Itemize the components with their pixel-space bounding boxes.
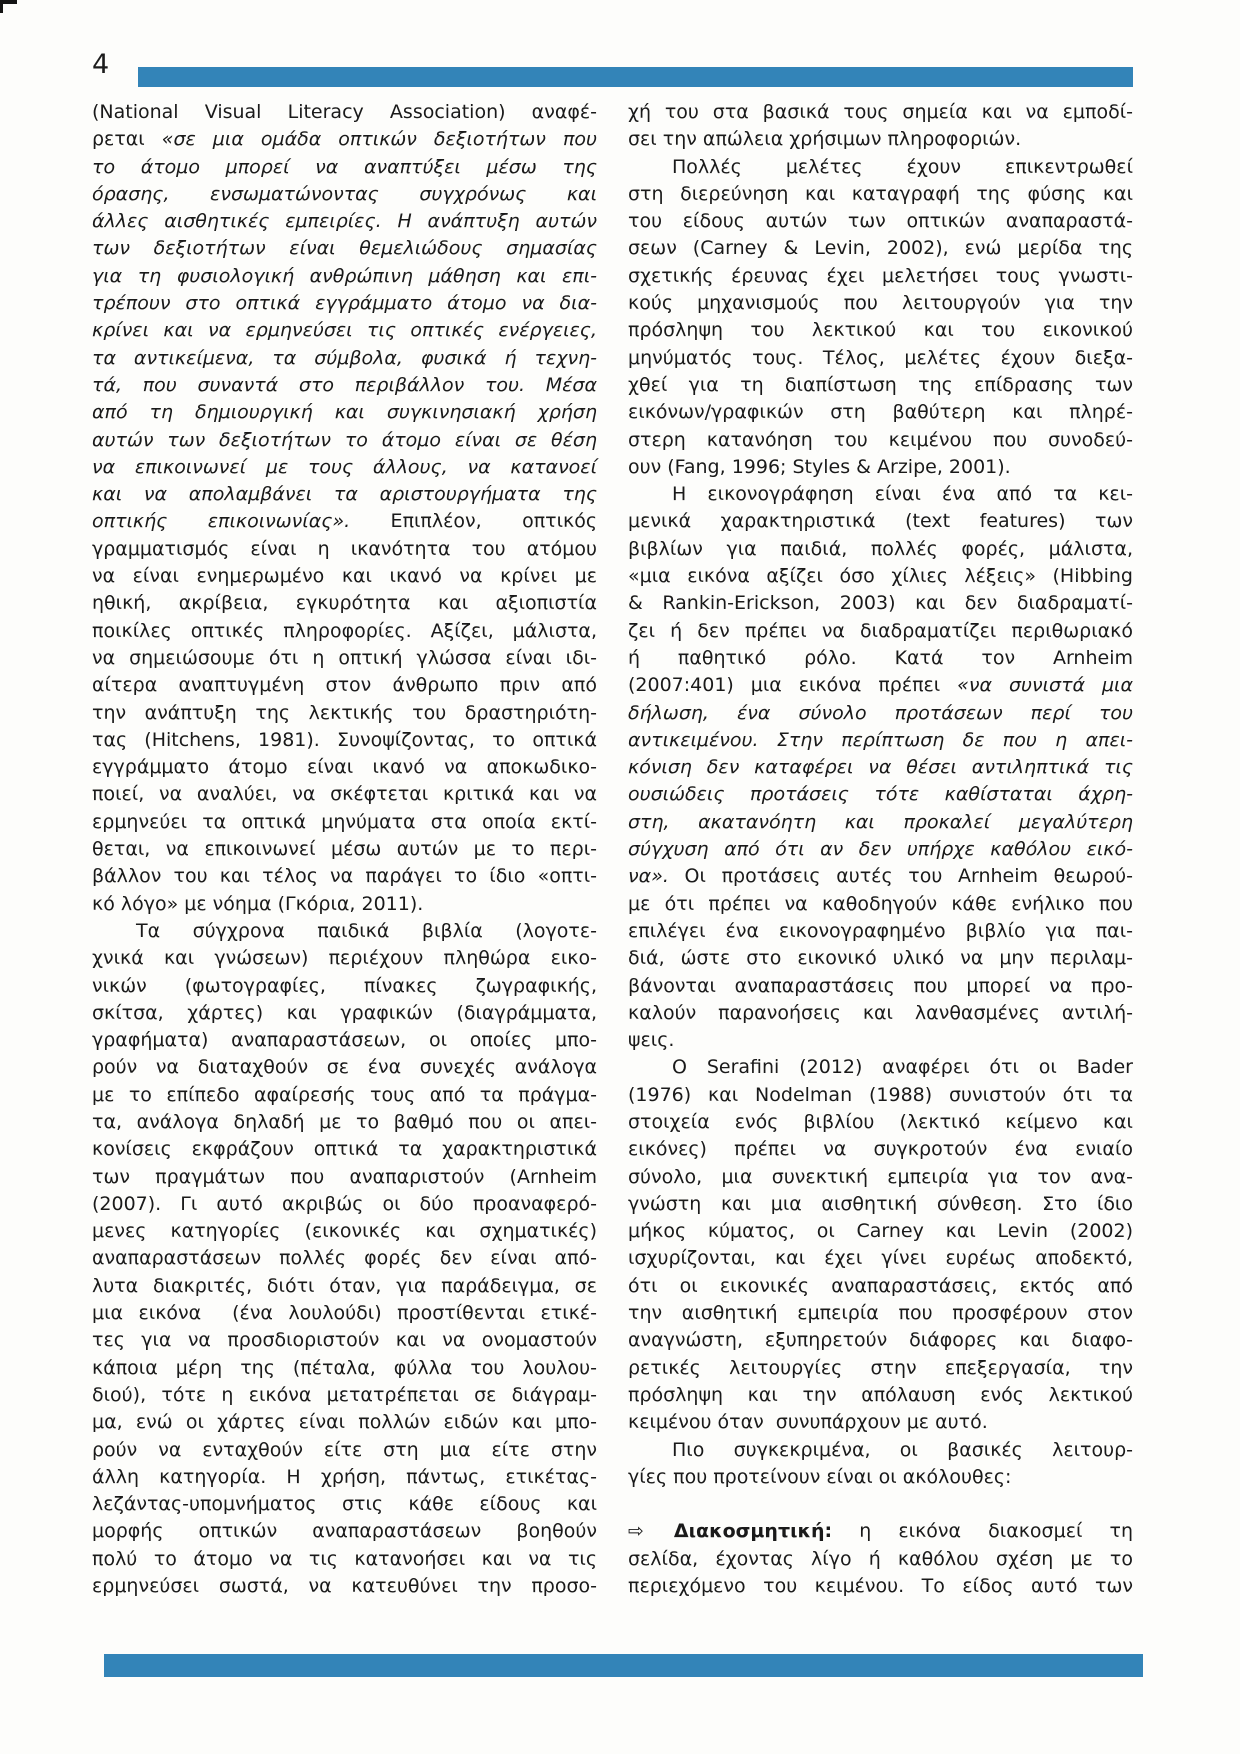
- page-number: 4: [92, 49, 110, 80]
- text-line: [92, 181, 597, 208]
- text-segment: στοιχεία ενός βιβλίου (λεκτικό κείμενο και: [628, 1110, 1133, 1133]
- text-segment: των πραγμάτων που αναπαριστούν (Arnheim: [92, 1165, 597, 1188]
- text-line: [92, 317, 597, 344]
- text-line: [628, 536, 1133, 563]
- text-line: [628, 1191, 1133, 1218]
- text-segment: θεται, να επικοινωνεί μέσω αυτών με το περι-: [92, 838, 597, 861]
- text-segment: για τη φυσιολογική ανθρώπινη μάθηση και επι-: [92, 264, 597, 287]
- text-line: [628, 618, 1133, 645]
- text-line: [92, 891, 597, 918]
- text-segment: χνικά και γνώσεων) περιέχουν πληθώρα εικο-: [92, 947, 597, 970]
- text-line: [628, 836, 1133, 863]
- text-segment: Επιπλέον, οπτικός: [350, 510, 597, 533]
- text-line: [628, 508, 1133, 535]
- text-segment: (2007). Γι αυτό ακριβώς οι δύο προαναφερό-: [92, 1192, 597, 1215]
- text-line: [628, 1082, 1133, 1109]
- text-line: [628, 1437, 1133, 1464]
- text-segment: χθεί για τη διαπίστωση της επίδρασης των: [628, 373, 1133, 396]
- text-segment: να».: [628, 865, 669, 888]
- text-segment: τας (Hitchens, 1981). Συνοψίζοντας, το οπτικά: [92, 728, 597, 751]
- text-segment: διού), τότε η εικόνα μετατρέπεται σε διάγραμ-: [92, 1383, 597, 1406]
- text-segment: ερμηνεύσει σωστά, να κατευθύνει την προσο-: [92, 1575, 597, 1598]
- text-line: [628, 99, 1133, 126]
- text-segment: να σημειώσουμε ότι η οπτική γλώσσα είναι ιδι-: [92, 646, 597, 669]
- text-segment: το άτομο μπορεί να αναπτύξει μέσω της: [92, 155, 597, 178]
- text-line: [628, 1518, 1133, 1545]
- text-segment: «σε μια ομάδα οπτικών δεξιοτήτων που: [161, 128, 597, 151]
- text-segment: αυτών των δεξιοτήτων το άτομο είναι σε θέση: [92, 428, 597, 451]
- text-segment: βάνονται αναπαραστάσεις που μπορεί να προ-: [628, 974, 1133, 997]
- text-line: [92, 945, 597, 972]
- text-line: [92, 1464, 597, 1491]
- text-line: [628, 1409, 1133, 1436]
- text-line: [628, 1382, 1133, 1409]
- text-line: [628, 700, 1133, 727]
- text-segment: «μια εικόνα αξίζει όσο χίλιες λέξεις» (Hibbing: [628, 565, 1133, 588]
- text-segment: με το επίπεδο αφαίρεσής τους από τα πράγμα-: [92, 1083, 597, 1106]
- text-line: [628, 590, 1133, 617]
- text-line: [92, 126, 597, 153]
- text-segment: ηθική, ακρίβεια, εγκυρότητα και αξιοπιστία: [92, 592, 597, 615]
- text-segment: μήκος κύματος, οι Carney και Levin (2002): [628, 1220, 1133, 1243]
- text-line: [628, 181, 1133, 208]
- text-line: [92, 863, 597, 890]
- text-segment: στη διερεύνηση και καταγραφή της φύσης και: [628, 182, 1133, 205]
- text-line: [92, 290, 597, 317]
- text-segment: ψεις.: [628, 1029, 675, 1052]
- text-line: [628, 754, 1133, 781]
- footer-rule: [104, 1654, 1143, 1677]
- text-line: [628, 1245, 1133, 1272]
- text-segment: όρασης, ενσωματώνοντας συγχρόνως και: [92, 182, 597, 205]
- text-line: [628, 1464, 1133, 1491]
- text-segment: ρεται: [92, 128, 162, 151]
- text-line: [628, 672, 1133, 699]
- text-line: [628, 1355, 1133, 1382]
- text-line: [92, 1437, 597, 1464]
- text-segment: να είναι ενημερωμένο και ικανό να κρίνει με: [92, 565, 597, 588]
- text-segment: νικών (φωτογραφίες, πίνακες ζωγραφικής,: [92, 974, 597, 997]
- text-line: [92, 99, 597, 126]
- text-line: [628, 263, 1133, 290]
- text-segment: χή του στα βασικά τους σημεία και να εμποδί-: [628, 101, 1133, 123]
- text-line: [92, 1327, 597, 1354]
- text-segment: πολύ το άτομο να τις κατανοήσει και να τις: [92, 1547, 597, 1570]
- text-segment: κούς μηχανισμούς που λειτουργούν για την: [628, 292, 1133, 315]
- text-line: [92, 454, 597, 481]
- text-segment: την ανάπτυξη της λεκτικής του δραστηριότη-: [92, 701, 597, 724]
- text-segment: μορφής οπτικών αναπαραστάσεων βοηθούν: [92, 1520, 597, 1543]
- text-segment: ρούν να ενταχθούν είτε στη μια είτε στην: [92, 1438, 597, 1461]
- two-column-text: [92, 99, 1133, 1600]
- text-line: [92, 508, 597, 535]
- text-segment: πρόσληψη και την απόλαυση ενός λεκτικού: [628, 1383, 1133, 1406]
- text-line: [92, 1300, 597, 1327]
- text-line: [628, 781, 1133, 808]
- text-line: [628, 345, 1133, 372]
- text-segment: αναπαραστάσεων πολλές φορές δεν είναι από-: [92, 1247, 597, 1270]
- text-line: [92, 1027, 597, 1054]
- text-segment: περιεχόμενο του κειμένου. Το είδος αυτό των: [628, 1575, 1133, 1598]
- text-segment: ερμηνεύει τα οπτικά μηνύματα στα οποία εκτί-: [92, 810, 597, 833]
- text-segment: γνώστη και μια αισθητική σύνθεση. Στο ίδιο: [628, 1192, 1133, 1215]
- text-line: [92, 263, 597, 290]
- text-line: [628, 1327, 1133, 1354]
- text-line: [92, 427, 597, 454]
- text-segment: του είδους αυτών των οπτικών αναπαραστά-: [628, 210, 1133, 233]
- text-segment: μενικά χαρακτηριστικά (text features) των: [628, 510, 1133, 533]
- text-segment: ρετικές λειτουργίες στην επεξεργασία, την: [628, 1356, 1133, 1379]
- text-line: [92, 1245, 597, 1272]
- text-line: [92, 1109, 597, 1136]
- text-line: [92, 372, 597, 399]
- text-line: [92, 1136, 597, 1163]
- text-line: [92, 154, 597, 181]
- text-line: [628, 863, 1133, 890]
- text-segment: ουσιώδεις προτάσεις τότε καθίσταται άχρη-: [628, 783, 1133, 806]
- text-segment: ποικίλες οπτικές πληροφορίες. Αξίζει, μάλιστα,: [92, 619, 597, 642]
- text-segment: ουν (Fang, 1996; Styles & Arzipe, 2001).: [628, 455, 1011, 478]
- text-line: [628, 1300, 1133, 1327]
- text-segment: σκίτσα, χάρτες) και γραφικών (διαγράμματα,: [92, 1001, 597, 1024]
- text-line: [92, 399, 597, 426]
- text-line: [628, 1000, 1133, 1027]
- text-segment: σύγχυση από ότι αν δεν υπήρχε καθόλου εικό-: [628, 838, 1133, 861]
- text-segment: κάποια μέρη της (πέταλα, φύλλα του λουλου-: [92, 1356, 597, 1379]
- text-segment: κονίσεις εκφράζουν οπτικά τα χαρακτηριστικά: [92, 1138, 597, 1161]
- text-segment: αναγνώστη, εξυπηρετούν διάφορες και διαφο-: [628, 1329, 1133, 1352]
- text-segment: (2007:401) μια εικόνα πρέπει: [628, 674, 958, 697]
- text-line: [92, 781, 597, 808]
- text-line: [92, 1218, 597, 1245]
- text-segment: η εικόνα διακοσμεί τη: [832, 1520, 1133, 1543]
- text-segment: ζει ή δεν πρέπει να διαδραματίζει περιθωριακό: [628, 619, 1133, 642]
- text-segment: ποιεί, να αναλύει, να σκέφτεται κριτικά και να: [92, 783, 597, 806]
- text-line: [628, 1491, 1133, 1518]
- text-line: [92, 1409, 597, 1436]
- text-line: [92, 345, 597, 372]
- text-segment: γίες που προτείνουν είναι οι ακόλουθες:: [628, 1465, 1012, 1488]
- text-segment: αντικειμένου. Στην περίπτωση δε που η απει-: [628, 728, 1133, 751]
- text-segment: Πιο συγκεκριμένα, οι βασικές λειτουρ-: [672, 1438, 1133, 1461]
- text-segment: (1976) και Nodelman (1988) συνιστούν ότι τα: [628, 1083, 1133, 1106]
- text-segment: διά, ώστε στο εικονικό υλικό να μην περιλαμ-: [628, 947, 1133, 970]
- text-line: [92, 1382, 597, 1409]
- text-segment: Οι προτάσεις αυτές του Arnheim θεωρού-: [668, 865, 1133, 888]
- text-line: [628, 1218, 1133, 1245]
- text-line: [92, 1518, 597, 1545]
- text-line: [628, 945, 1133, 972]
- text-line: [92, 590, 597, 617]
- text-segment: κειμένου όταν συνυπάρχουν με αυτό.: [628, 1411, 988, 1434]
- text-segment: οπτικής επικοινωνίας».: [92, 510, 351, 533]
- text-segment: λυτα διακριτές, διότι όταν, για παράδειγμα, σε: [92, 1274, 597, 1297]
- text-segment: Τα σύγχρονα παιδικά βιβλία (λογοτε-: [136, 919, 597, 942]
- text-segment: των δεξιοτήτων είναι θεμελιώδους σημασίας: [92, 237, 597, 260]
- text-segment: βάλλον του και τέλος να παράγει το ίδιο «οπτι-: [92, 865, 597, 888]
- text-line: [628, 973, 1133, 1000]
- text-segment: μα, ενώ οι χάρτες είναι πολλών ειδών και μπο-: [92, 1411, 597, 1434]
- text-line: [92, 618, 597, 645]
- text-segment: βιβλίων για παιδιά, πολλές φορές, μάλιστα,: [628, 537, 1133, 560]
- text-segment: από τη δημιουργική και συγκινησιακή χρήση: [92, 401, 597, 424]
- text-line: [628, 1546, 1133, 1573]
- text-segment: ρούν να διαταχθούν σε ένα συνεχές ανάλογα: [92, 1056, 597, 1079]
- text-line: [92, 1573, 597, 1600]
- text-segment: σεων (Carney & Levin, 2002), ενώ μερίδα της: [628, 237, 1133, 260]
- text-segment: μηνύματός τους. Τέλος, μελέτες έχουν διεξα-: [628, 346, 1133, 369]
- text-line: [628, 1109, 1133, 1136]
- text-line: [628, 563, 1133, 590]
- text-segment: καλούν παρανοήσεις και λανθασμένες αντιλή-: [628, 1001, 1133, 1024]
- text-line: [92, 700, 597, 727]
- text-segment: ή παθητικό ρόλο. Κατά τον Arnheim: [628, 646, 1133, 669]
- text-line: [92, 1273, 597, 1300]
- text-line: [628, 235, 1133, 262]
- text-segment: κόνιση δεν καταφέρει να θέσει αντιληπτικά τις: [628, 756, 1133, 779]
- text-segment: γραμματισμός είναι η ικανότητα του ατόμου: [92, 537, 597, 560]
- text-line: [628, 645, 1133, 672]
- text-line: [92, 973, 597, 1000]
- text-line: [92, 918, 597, 945]
- text-segment: σύνολο, μια συνεκτική εμπειρία για τον ανα-: [628, 1165, 1133, 1188]
- text-line: [628, 891, 1133, 918]
- text-segment: ότι οι εικονικές αναπαραστάσεις, εκτός από: [628, 1274, 1133, 1297]
- text-segment: τρέπουν στο οπτικά εγγράμματο άτομο να δια-: [92, 292, 597, 315]
- text-segment: Διακοσμητική:: [673, 1520, 833, 1543]
- text-segment: μια εικόνα (ένα λουλούδι) προστίθενται ετικέ-: [92, 1302, 597, 1325]
- text-line: [92, 563, 597, 590]
- text-segment: με ότι πρέπει να καθοδηγούν κάθε ενήλικο που: [628, 892, 1133, 915]
- text-segment: την αισθητική εμπειρία που προσφέρουν στον: [628, 1302, 1133, 1325]
- text-line: [92, 1000, 597, 1027]
- text-segment: κρίνει και να ερμηνεύσει τις οπτικές ενέργειες,: [92, 319, 597, 342]
- text-line: [628, 208, 1133, 235]
- text-line: [92, 1164, 597, 1191]
- text-line: [92, 1355, 597, 1382]
- text-line: [92, 836, 597, 863]
- text-line: [628, 126, 1133, 153]
- text-line: [92, 208, 597, 235]
- text-line: [628, 290, 1133, 317]
- text-segment: τες για να προσδιοριστούν και να ονομαστούν: [92, 1329, 597, 1352]
- text-segment: μενες κατηγορίες (εικονικές και σχηματικές): [92, 1220, 597, 1243]
- header-rule: [138, 67, 1133, 87]
- text-line: [92, 645, 597, 672]
- text-segment: Πολλές μελέτες έχουν επικεντρωθεί: [672, 155, 1133, 178]
- text-segment: κό λόγο» με νόημα (Γκόρια, 2011).: [92, 892, 424, 915]
- text-line: [628, 727, 1133, 754]
- text-segment: «να συνιστά μια: [957, 674, 1133, 697]
- text-column-left: [92, 99, 597, 1600]
- text-line: [92, 1054, 597, 1081]
- text-segment: άλλη κατηγορία. Η χρήση, πάντως, ετικέτας-: [92, 1465, 597, 1488]
- text-segment: άλλες αισθητικές εμπειρίες. Η ανάπτυξη αυτών: [92, 210, 597, 233]
- text-line: [628, 1054, 1133, 1081]
- text-segment: τά, που συναντά στο περιβάλλον του. Μέσα: [92, 373, 597, 396]
- text-line: [628, 399, 1133, 426]
- text-line: [628, 1027, 1133, 1054]
- text-segment: σελίδα, έχοντας λίγο ή καθόλου σχέση με το: [628, 1547, 1133, 1570]
- text-segment: σει την απώλεια χρήσιμων πληροφοριών.: [628, 128, 1022, 151]
- text-line: [628, 427, 1133, 454]
- text-segment: Ο Serafini (2012) αναφέρει ότι οι Bader: [672, 1056, 1133, 1079]
- text-line: [628, 454, 1133, 481]
- scan-corner-mark: [0, 0, 3, 13]
- text-line: [92, 1491, 597, 1518]
- text-line: [92, 672, 597, 699]
- text-line: [628, 154, 1133, 181]
- text-line: [628, 372, 1133, 399]
- text-segment: Η εικονογράφηση είναι ένα από τα κει-: [672, 483, 1133, 506]
- text-line: [628, 1273, 1133, 1300]
- text-segment: και να απολαμβάνει τα αριστουργήματα της: [92, 483, 597, 506]
- text-line: [92, 809, 597, 836]
- text-segment: γραφήματα) αναπαραστάσεων, οι οποίες μπο-: [92, 1029, 597, 1052]
- text-line: [628, 481, 1133, 508]
- text-line: [628, 1573, 1133, 1600]
- text-segment: δήλωση, ένα σύνολο προτάσεων περί του: [628, 701, 1133, 724]
- text-line: [92, 1191, 597, 1218]
- text-line: [628, 317, 1133, 344]
- text-line: [628, 809, 1133, 836]
- text-segment: & Rankin-Erickson, 2003) και δεν διαδραματί-: [628, 592, 1133, 615]
- text-line: [92, 727, 597, 754]
- text-segment: τα αντικείμενα, τα σύμβολα, φυσικά ή τεχνη-: [92, 346, 597, 369]
- text-line: [92, 481, 597, 508]
- text-segment: εικόνων/γραφικών στη βαθύτερη και πληρέ-: [628, 401, 1133, 424]
- text-line: [628, 1164, 1133, 1191]
- text-segment: στερη κατανόηση του κειμένου που συνοδεύ-: [628, 428, 1133, 451]
- text-segment: να επικοινωνεί με τους άλλους, να κατανοεί: [92, 455, 597, 478]
- text-segment: σχετικής έρευνας έχει μελετήσει τους γνωστι-: [628, 264, 1133, 287]
- arrow-bullet-icon: ⇨: [628, 1520, 644, 1543]
- text-segment: εικόνες) πρέπει να συγκροτούν ένα ενιαίο: [628, 1138, 1133, 1161]
- text-line: [628, 918, 1133, 945]
- text-segment: εγγράμματο άτομο είναι ικανό να αποκωδικο-: [92, 756, 597, 779]
- text-segment: αίτερα αναπτυγμένη στον άνθρωπο πριν από: [92, 674, 597, 697]
- text-line: [92, 235, 597, 262]
- text-segment: πρόσληψη του λεκτικού και του εικονικού: [628, 319, 1133, 342]
- text-line: [92, 754, 597, 781]
- text-segment: στη, ακατανόητη και προκαλεί μεγαλύτερη: [628, 810, 1133, 833]
- text-line: [628, 1136, 1133, 1163]
- text-segment: ισχυρίζονται, και έχει γίνει ευρέως αποδεκτό,: [628, 1247, 1133, 1270]
- text-segment: επιλέγει ένα εικονογραφημένο βιβλίο για παι-: [628, 919, 1133, 942]
- text-segment: τα, ανάλογα δηλαδή με το βαθμό που οι απει-: [92, 1110, 597, 1133]
- text-segment: λεζάντας-υπομνήματος στις κάθε είδους και: [92, 1493, 597, 1516]
- text-line: [92, 536, 597, 563]
- text-line: [92, 1546, 597, 1573]
- text-segment: (National Visual Literacy Association) αναφέ-: [92, 101, 597, 123]
- text-column-right: [628, 99, 1133, 1600]
- text-line: [92, 1082, 597, 1109]
